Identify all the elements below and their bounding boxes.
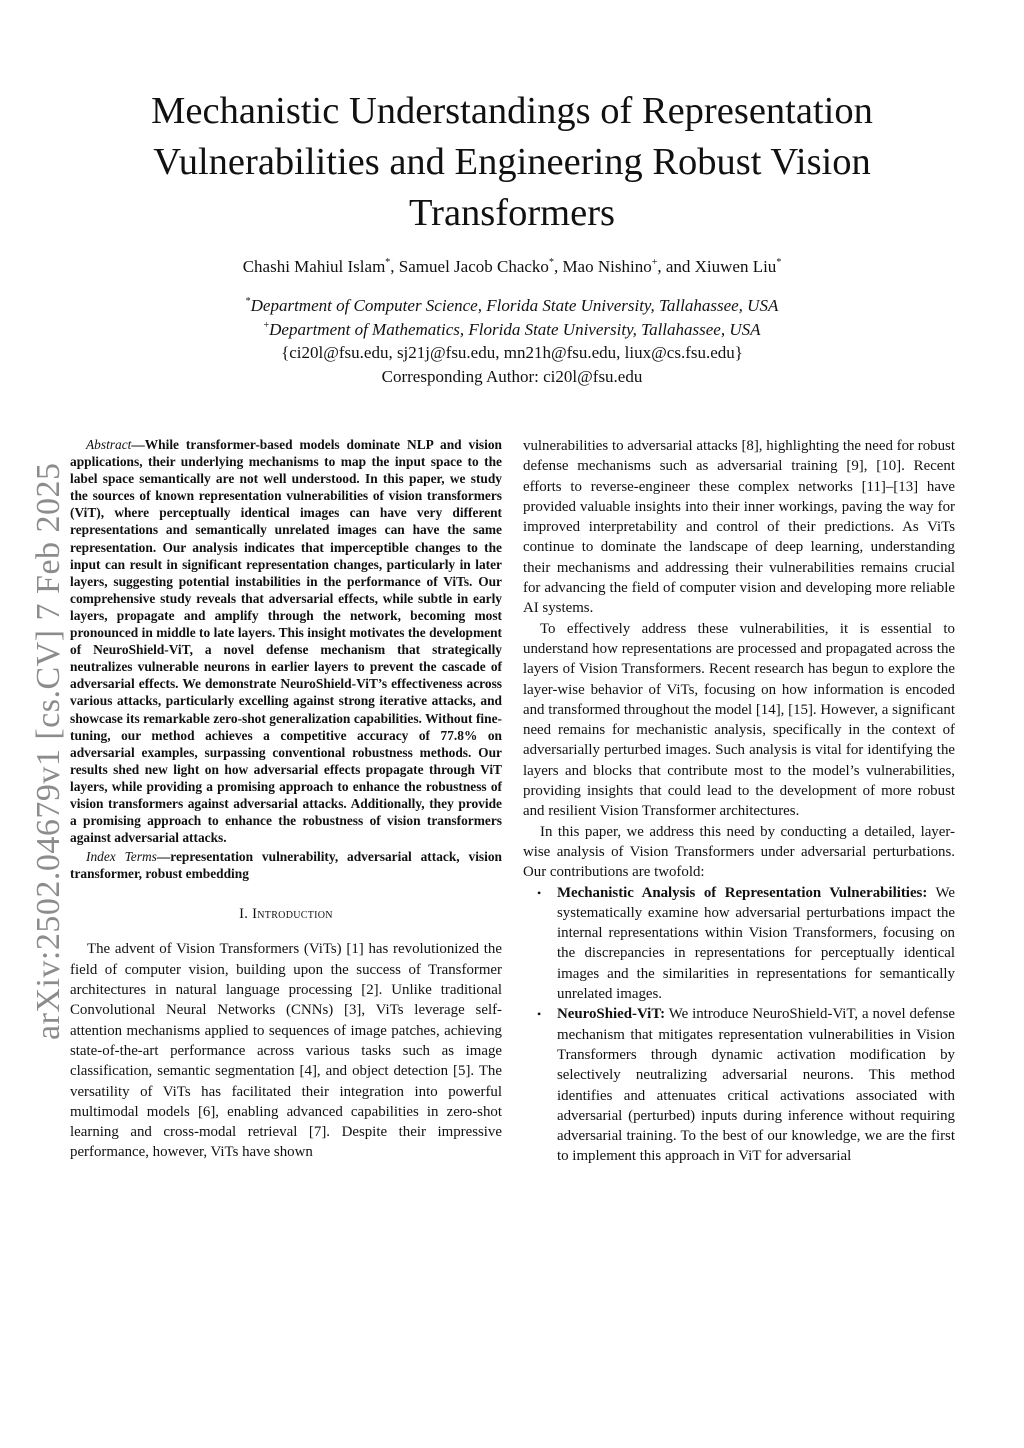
author-emails: {ci20l@fsu.edu, sj21j@fsu.edu, mn21h@fsu.edu, liux@cs.fsu.edu} [281, 343, 743, 362]
corresponding-author: Corresponding Author: ci20l@fsu.edu [381, 366, 643, 386]
index-terms-label: Index Terms [86, 849, 157, 865]
author-name: Samuel Jacob Chacko [398, 257, 549, 276]
section-name: Introduction [252, 906, 333, 923]
author-separator: , [553, 257, 563, 276]
author-name: Xiuwen Liu [694, 257, 777, 276]
index-terms [70, 848, 502, 882]
author-mark: * [776, 257, 782, 268]
author-name: Chashi Mahiul Islam [242, 257, 386, 276]
affiliation-mark: * [245, 296, 251, 307]
author-mark: * [385, 257, 391, 268]
abstract [70, 436, 502, 846]
contribution-text: We introduce NeuroShield-ViT, a novel defense mechanism that mitigates representation vulnerabilities in Vision Transformers through dynamic activation modification by selectively neutralizing adversarial neurons. This method identifies and attenuates critical activations associated with adversarial (perturbed) inputs during inference without requiring adversarial training. To the best of our knowledge, we are the first to implement this approach in ViT for adversarial [557, 1006, 955, 1165]
bullet-icon: • [537, 885, 542, 900]
section-numeral: I. [239, 906, 253, 923]
body-paragraph: vulnerabilities to adversarial attacks [8], highlighting the need for robust defense mechanisms such as adversarial training [9], [10]. Recent efforts to reverse-engineer these complex networks [11]–[13] have provided valuable insights into their inner workings, paving the way for improved interpretability and control of their predictions. As ViTs continue to dominate the landscape of deep learning, understanding their mechanisms and addressing their vulnerabilities remains crucial for advancing the field of computer vision and developing more reliable AI systems. [523, 438, 955, 617]
abstract-body: —While transformer-based models dominate NLP and vision applications, their underlying mechanisms to map the input space to the label space semantically are not well understood. In this paper, we study the sources of known representation vulnerabilities of vision transformers (ViT), where perceptually identical images can have very different representations and semantically unrelated images can have the same representation. Our analysis indicates that imperceptible changes to the input can result in significant representation changes, particularly in later layers, suggesting potential instabilities in the performance of ViTs. Our comprehensive study reveals that adversarial effects, while subtle in early layers, propagate and amplify through the network, becoming most pronounced in middle to late layers. This insight motivates the development of NeuroShield-ViT, a novel defense mechanism that strategically neutralizes vulnerable neurons in earlier layers to prevent the cascade of adversarial effects. We demonstrate NeuroShield-ViT’s effectiveness across various attacks, particularly excelling against strong iterative attacks, and showcase its remarkable zero-shot generalization capabilities. Without fine-tuning, our method achieves a competitive accuracy of 77.8% on adversarial examples, surpassing conventional robustness methods. Our results shed new light on how adversarial effects propagate through ViT layers, while providing a promising approach to enhance the robustness of vision transformers against adversarial attacks. Additionally, they provide a promising approach to enhance the robustness of vision transformers against adversarial attacks. [70, 437, 502, 846]
author-separator: , and [657, 257, 695, 276]
bullet-icon: • [537, 1007, 542, 1022]
affiliation-text: Department of Computer Science, Florida State University, Tallahassee, USA [250, 296, 779, 315]
left-column [70, 436, 502, 1163]
contribution-title: NeuroShied-ViT: [557, 1006, 666, 1023]
affiliation-mark: + [263, 319, 270, 331]
author-name: Mao Nishino [562, 257, 652, 276]
list-item [537, 883, 955, 1005]
affiliations [70, 294, 954, 388]
body-paragraph: To effectively address these vulnerabilities, it is essential to understand how representations are processed and propagated across the layers of Vision Transformers. Recent research has begun to explore the layer-wise behavior of ViTs, focusing on how information is encoded and transformed throughout the model [14], [15]. However, a significant need remains for mechanistic analysis, specifically in the context of adversarially perturbed images. Such analysis is vital for identifying the layers and blocks that contribute most to the model’s vulnerabilities, providing insights that could lead to the development of more robust and resilient Vision Transformer architectures. [523, 620, 955, 820]
abstract-label: Abstract [86, 437, 132, 452]
body-paragraph: In this paper, we address this need by conducting a detailed, layer-wise analysis of Vision Transformers under adversarial perturbations. Our contributions are twofold: [523, 823, 955, 881]
affiliation-text: Department of Mathematics, Florida State University, Tallahassee, USA [269, 319, 761, 339]
title-line-2: Vulnerabilities and Engineering Robust Vision [153, 141, 871, 183]
list-item [537, 1004, 955, 1166]
index-terms-body: —representation vulnerability, adversarial attack, vision transformer, robust embedding [70, 849, 503, 882]
right-column [523, 436, 955, 1167]
author-list [70, 256, 954, 278]
contribution-text: We systematically examine how adversarial perturbations impact the internal representations within Vision Transformers, focusing on the discrepancies in representations for perceptually identical images and the similarities in representations for semantically unrelated images. [557, 884, 955, 1003]
affiliation-line [70, 318, 954, 342]
title-line-1: Mechanistic Understandings of Representation [151, 90, 873, 132]
arxiv-identifier-stamp: arXiv:2502.04679v1 [cs.CV] 7 Feb 2025 [30, 462, 67, 1040]
author-mark: + [651, 257, 658, 268]
paper-title [70, 86, 954, 239]
affiliation-line [70, 294, 954, 318]
body-paragraph: The advent of Vision Transformers (ViTs) [1] has revolutionized the field of computer vision, building upon the success of Transformer architectures in natural language processing [2]. Unlike traditional Convolutional Neural Networks (CNNs) [3], ViTs leverage self-attention mechanisms applied to sequences of image patches, achieving state-of-the-art performance across various tasks such as image classification, semantic segmentation [4], and object detection [5]. The versatility of ViTs has facilitated their integration into powerful multimodal models [6], enabling advanced capabilities in zero-shot learning and cross-modal retrieval [7]. Despite their impressive performance, however, ViTs have shown [70, 941, 502, 1161]
contribution-title: Mechanistic Analysis of Representation Vulnerabilities: [557, 884, 928, 901]
author-separator: , [390, 257, 399, 276]
section-heading-introduction [70, 906, 502, 923]
title-line-3: Transformers [408, 192, 616, 234]
contribution-list [523, 883, 955, 1167]
author-mark: * [548, 257, 554, 268]
